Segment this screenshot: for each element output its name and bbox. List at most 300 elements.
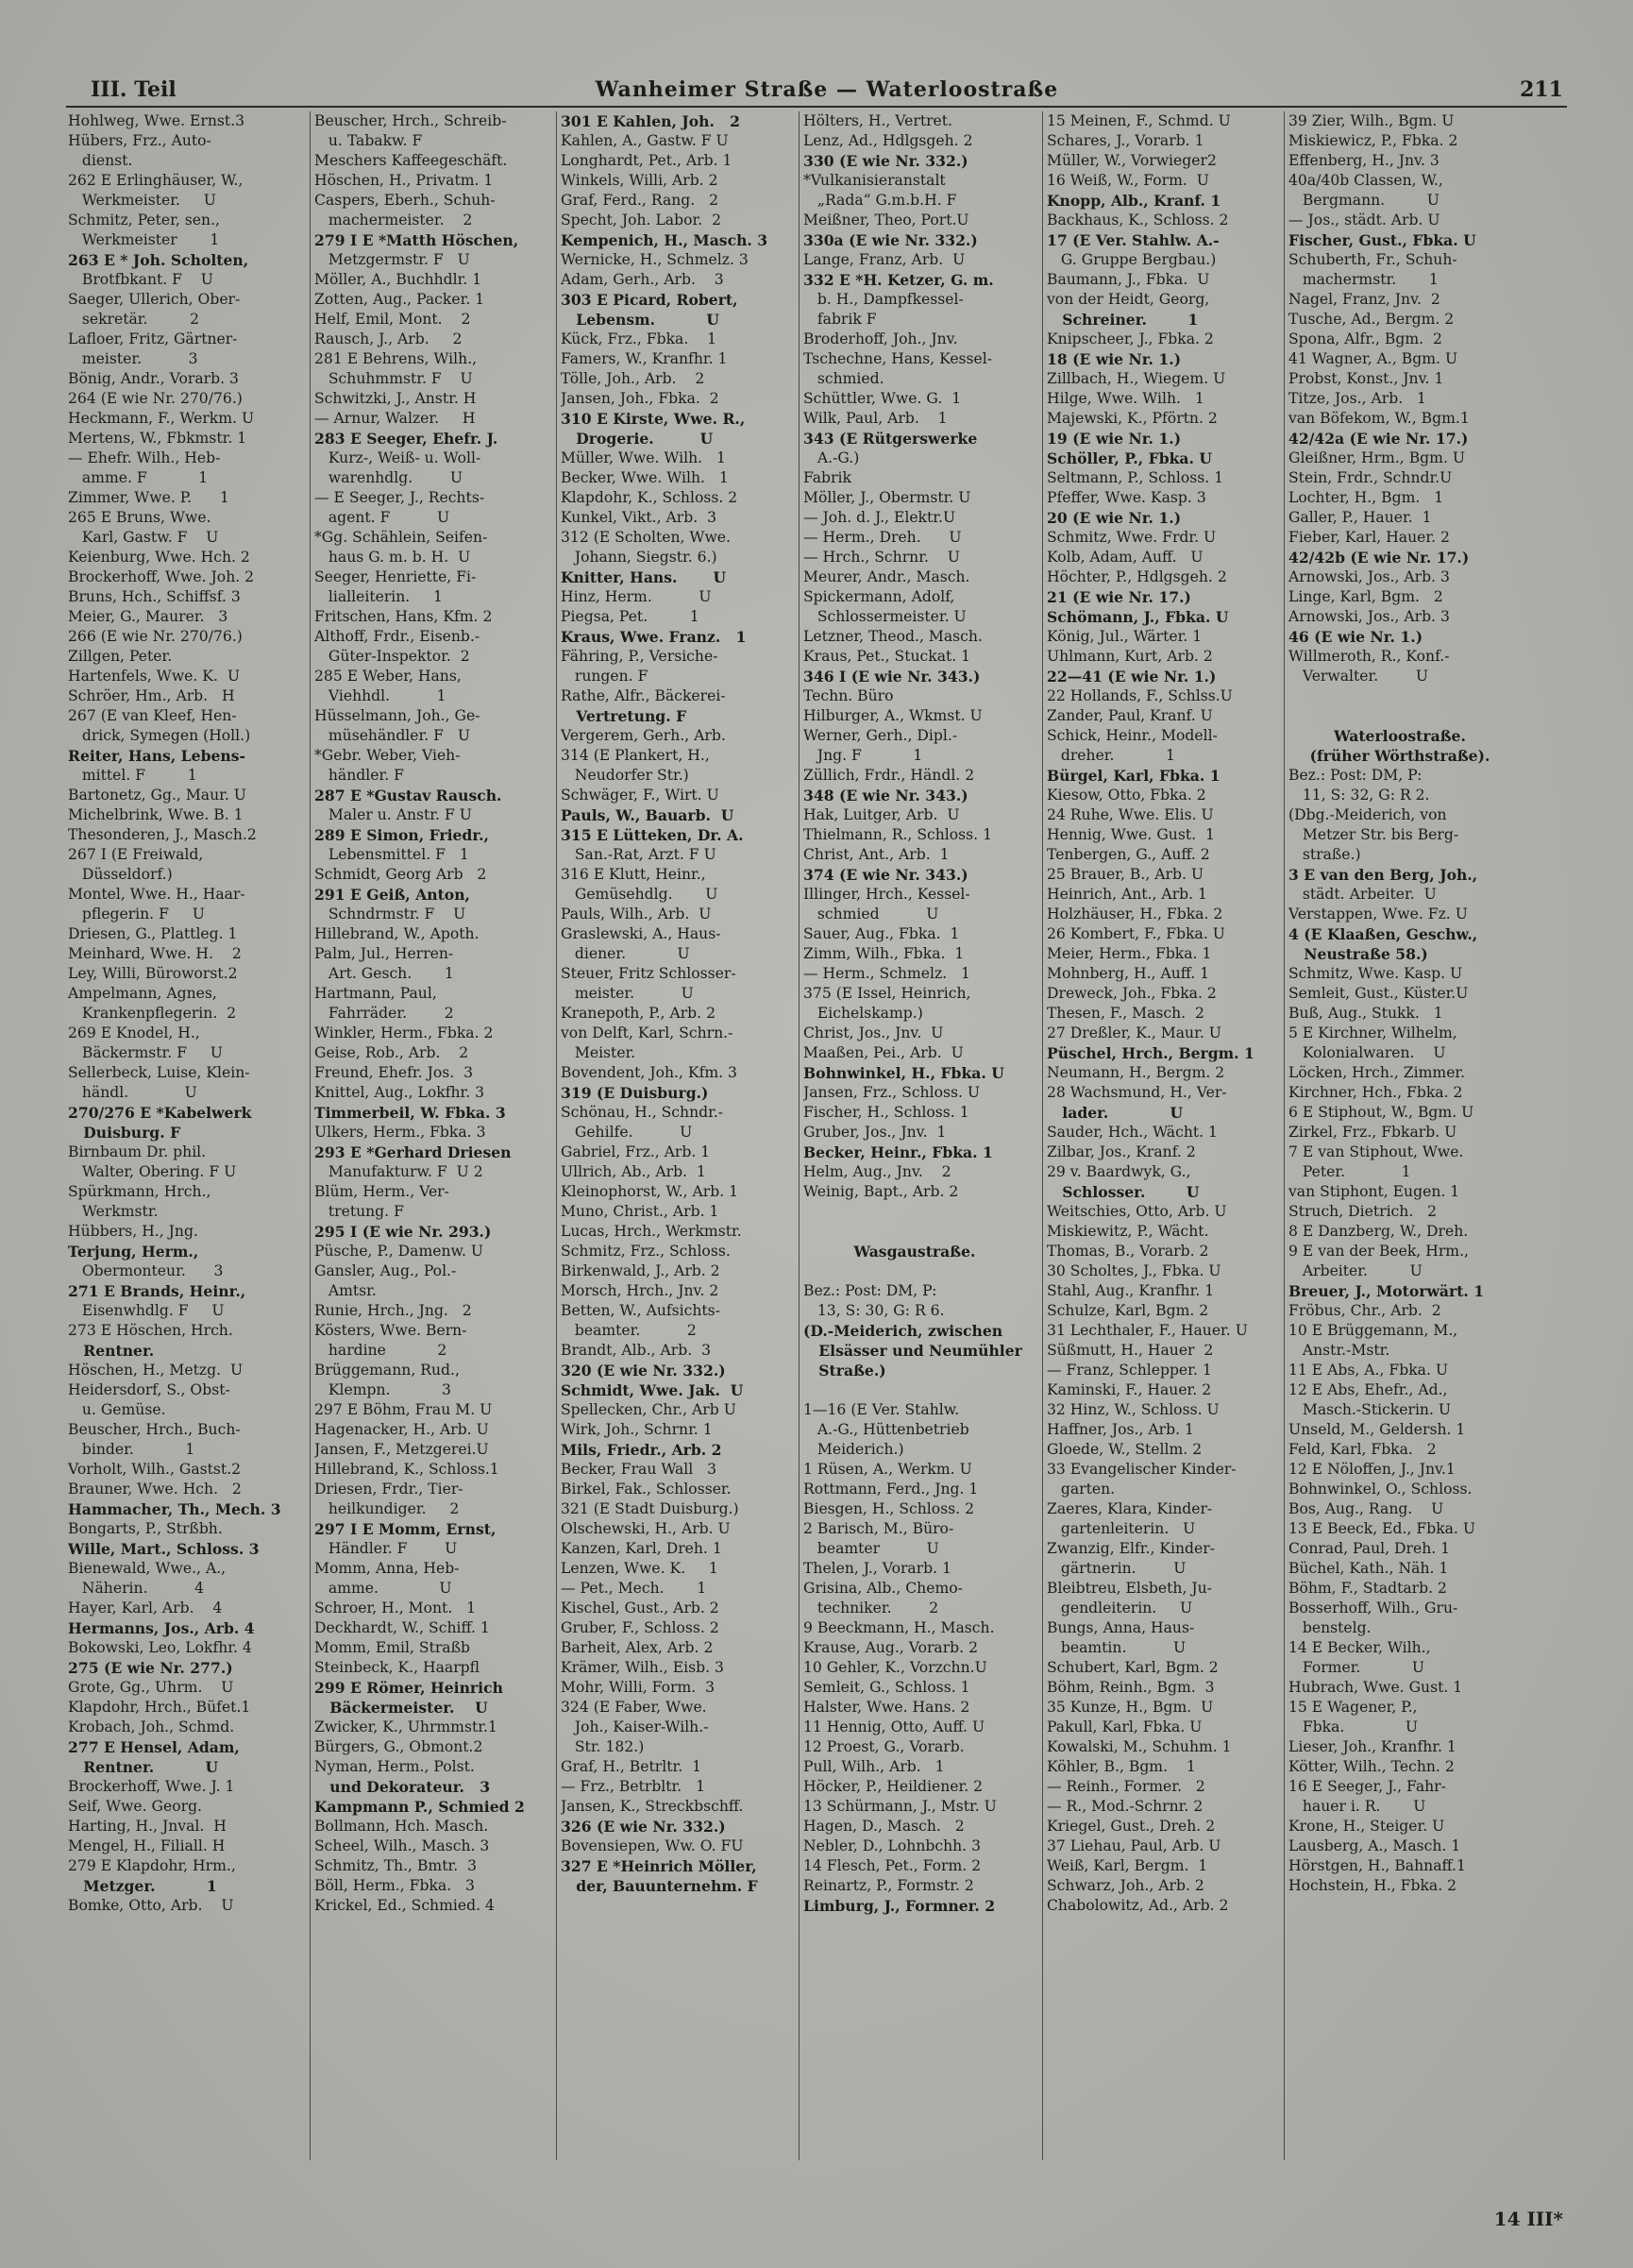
directory-entry: Seltmann, P., Schloss. 1 [1047, 469, 1224, 486]
directory-entry: Brotfbkant. F U [68, 271, 213, 288]
directory-entry: Barheit, Alex, Arb. 2 [561, 1639, 714, 1656]
directory-entry: 265 E Bruns, Wwe. [68, 509, 211, 526]
directory-entry: 46 (E wie Nr. 1.) [1288, 628, 1423, 646]
directory-entry: Schmitz, Wwe. Kasp. U [1288, 965, 1463, 982]
directory-entry: 295 I (E wie Nr. 293.) [314, 1223, 492, 1241]
directory-entry: amme. U [314, 1580, 452, 1597]
directory-entry: Höcker, P., Heildiener. 2 [803, 1778, 984, 1795]
directory-entry: Brauner, Wwe. Hch. 2 [68, 1481, 242, 1498]
directory-entry: Kraus, Pet., Stuckat. 1 [803, 648, 971, 665]
directory-entry: Muno, Christ., Arb. 1 [561, 1203, 719, 1220]
directory-entry: Näherin. 4 [68, 1580, 205, 1597]
directory-entry: Kösters, Wwe. Bern- [314, 1322, 467, 1339]
directory-entry: Gruber, Jos., Jnv. 1 [803, 1124, 947, 1141]
directory-entry: Scheel, Wilh., Masch. 3 [314, 1837, 490, 1854]
directory-entry: Püsche, P., Damenw. U [314, 1243, 484, 1260]
directory-entry: Kiesow, Otto, Fbka. 2 [1047, 787, 1206, 804]
directory-entry: Zimmer, Wwe. P. 1 [68, 489, 229, 506]
directory-entry: Bienewald, Wwe., A., [68, 1560, 227, 1577]
directory-entry: 270/276 E *Kabelwerk [68, 1104, 252, 1122]
directory-entry: Linge, Karl, Bgm. 2 [1288, 588, 1443, 605]
directory-entry: Fröbus, Chr., Arb. 2 [1288, 1302, 1441, 1319]
directory-entry: Knopp, Alb., Kranf. 1 [1047, 192, 1221, 210]
directory-entry: lader. U [1047, 1104, 1184, 1122]
directory-entry: Böhm, F., Stadtarb. 2 [1288, 1580, 1447, 1597]
directory-entry: Longhardt, Pet., Arb. 1 [561, 152, 732, 169]
directory-entry: Kraus, Wwe. Franz. 1 [561, 628, 747, 646]
directory-entry: Joh., Kaiser-Wilh.- [561, 1718, 709, 1735]
directory-entry: Schndrmstr. F U [314, 906, 466, 922]
directory-entry: benstelg. [1288, 1619, 1372, 1636]
directory-entry: 285 E Weber, Hans, [314, 668, 462, 685]
directory-entry: Bäckermstr. F U [68, 1044, 223, 1061]
directory-entry: 13, S: 30, G: R 6. [803, 1302, 945, 1319]
directory-entry: Meschers Kaffeegeschäft. [314, 152, 508, 169]
directory-entry: 30 Scholtes, J., Fbka. U [1047, 1262, 1221, 1279]
directory-entry: Bruns, Hch., Schiffsf. 3 [68, 588, 241, 605]
directory-entry: agent. F U [314, 509, 450, 526]
directory-entry: Böll, Herm., Fbka. 3 [314, 1877, 475, 1894]
directory-entry: 14 E Becker, Wilh., [1288, 1639, 1431, 1656]
directory-entry: müsehändler. F U [314, 727, 470, 744]
directory-entry: Meißner, Theo, Port.U [803, 212, 969, 228]
directory-entry: Backhaus, K., Schloss. 2 [1047, 212, 1229, 228]
directory-entry: Sauder, Hch., Wächt. 1 [1047, 1124, 1218, 1141]
directory-entry: fabrik F [803, 311, 877, 328]
directory-entry: Pakull, Karl, Fbka. U [1047, 1718, 1203, 1735]
directory-entry: Hübbers, H., Jng. [68, 1223, 198, 1240]
directory-entry: „Rada“ G.m.b.H. F [803, 192, 957, 209]
directory-entry: Sauer, Aug., Fbka. 1 [803, 925, 960, 942]
directory-entry: Rathe, Alfr., Bäckerei- [561, 687, 726, 704]
directory-entry: Elsässer und Neumühler [803, 1342, 1022, 1360]
directory-entry: Kampmann P., Schmied 2 [314, 1798, 525, 1816]
directory-entry: Bergmann. U [1288, 192, 1439, 209]
directory-entry: Tschechne, Hans, Kessel- [803, 350, 993, 367]
directory-entry: Fabrik [803, 469, 851, 486]
directory-entry: Bosserhoff, Wilh., Gru- [1288, 1599, 1458, 1616]
directory-entry: Schwarz, Joh., Arb. 2 [1047, 1877, 1204, 1894]
directory-entry: Blüm, Herm., Ver- [314, 1183, 449, 1200]
directory-entry: 269 E Knodel, H., [68, 1024, 200, 1041]
directory-entry: 13 Schürmann, J., Mstr. U [803, 1798, 997, 1815]
directory-entry: Saeger, Ullerich, Ober- [68, 291, 241, 308]
directory-entry: Kötter, Wilh., Techn. 2 [1288, 1758, 1455, 1775]
directory-entry: Karl, Gastw. F U [68, 529, 219, 546]
directory-entry: u. Tabakw. F [314, 132, 423, 149]
directory-entry: Fritschen, Hans, Kfm. 2 [314, 608, 493, 625]
directory-entry: Lebensm. U [561, 311, 719, 329]
directory-entry: — Arnur, Walzer. H [314, 410, 476, 427]
directory-entry: warenhdlg. U [314, 469, 463, 486]
directory-entry: Haffner, Jos., Arb. 1 [1047, 1421, 1194, 1438]
directory-entry: machermstr. 1 [1288, 271, 1439, 288]
directory-entry: Mohr, Willi, Form. 3 [561, 1679, 715, 1696]
directory-entry: — Frz., Betrbltr. 1 [561, 1778, 706, 1795]
directory-entry: 1 Rüsen, A., Werkm. U [803, 1461, 972, 1478]
directory-entry: Güter-Inspektor. 2 [314, 648, 470, 665]
directory-entry: Palm, Jul., Herren- [314, 945, 454, 962]
directory-entry: Schmitz, Wwe. Frdr. U [1047, 529, 1217, 546]
directory-entry: Kischel, Gust., Arb. 2 [561, 1599, 719, 1616]
directory-entry: Drogerie. U [561, 430, 714, 448]
directory-entry: Duisburg. F [68, 1124, 181, 1142]
directory-entry: Bohnwinkel, H., Fbka. U [803, 1064, 1004, 1082]
directory-entry: Fieber, Karl, Hauer. 2 [1288, 529, 1450, 546]
directory-entry: Schuhmmstr. F U [314, 370, 473, 387]
directory-entry: Becker, Wwe. Wilh. 1 [561, 469, 729, 486]
column-6 [1288, 111, 1511, 2189]
directory-entry: Bürgers, G., Obmont.2 [314, 1738, 483, 1755]
directory-entry: 324 (E Faber, Wwe. [561, 1699, 707, 1716]
directory-entry: 11 Hennig, Otto, Auff. U [803, 1718, 985, 1735]
directory-entry: Arnowski, Jos., Arb. 3 [1288, 608, 1450, 625]
column-1 [68, 111, 291, 2189]
directory-entry: 1—16 (E Ver. Stahlw. [803, 1401, 960, 1418]
directory-entry: 346 I (E wie Nr. 343.) [803, 668, 981, 685]
directory-entry: gendleiterin. U [1047, 1599, 1193, 1616]
column-2 [314, 111, 537, 2189]
directory-entry: und Dekorateur. 3 [314, 1778, 491, 1796]
directory-entry: Ullrich, Ab., Arb. 1 [561, 1163, 706, 1180]
directory-entry: Breuer, J., Motorwärt. 1 [1288, 1282, 1485, 1300]
directory-entry: Kempenich, H., Masch. 3 [561, 231, 768, 249]
directory-entry: Morsch, Hrch., Jnv. 2 [561, 1282, 719, 1299]
directory-entry: Schmitz, Th., Bmtr. 3 [314, 1857, 477, 1874]
directory-entry: amme. F 1 [68, 469, 209, 486]
directory-entry: 16 Weiß, W., Form. U [1047, 172, 1209, 189]
directory-entry: sekretär. 2 [68, 311, 200, 328]
directory-entry: Müller, W., Vorwieger2 [1047, 152, 1217, 169]
directory-entry: beamtin. U [1047, 1639, 1187, 1656]
directory-entry: — Jos., städt. Arb. U [1288, 212, 1440, 228]
directory-entry: Wilk, Paul, Arb. 1 [803, 410, 948, 427]
directory-entry: Viehhdl. 1 [314, 687, 446, 704]
directory-entry: Schmitz, Frz., Schloss. [561, 1243, 731, 1260]
directory-entry: Lenzen, Wwe. K. 1 [561, 1560, 718, 1577]
directory-entry: 8 E Danzberg, W., Dreh. [1288, 1223, 1469, 1240]
directory-entry: Tenbergen, G., Auff. 2 [1047, 846, 1210, 863]
directory-entry: Heinrich, Ant., Arb. 1 [1047, 886, 1207, 903]
directory-entry: Schmidt, Wwe. Jak. U [561, 1381, 744, 1399]
directory-entry: — E Seeger, J., Rechts- [314, 489, 485, 506]
directory-entry: Semleit, Gust., Küster.U [1288, 985, 1469, 1002]
directory-entry: Weinig, Bapt., Arb. 2 [803, 1183, 959, 1200]
directory-entry: 281 E Behrens, Wilh., [314, 350, 478, 367]
directory-entry: 267 (E van Kleef, Hen- [68, 707, 237, 724]
directory-entry: Driesen, Frdr., Tier- [314, 1481, 463, 1498]
directory-entry: Walter, Obering. F U [68, 1163, 237, 1180]
directory-entry: Unseld, M., Geldersh. 1 [1288, 1421, 1466, 1438]
directory-entry: 327 E *Heinrich Möller, [561, 1857, 757, 1875]
directory-entry: 12 E Nöloffen, J., Jnv.1 [1288, 1461, 1456, 1478]
directory-entry: 5 E Kirchner, Wilhelm, [1288, 1024, 1457, 1041]
directory-entry: 312 (E Scholten, Wwe. [561, 529, 731, 546]
directory-entry: Meister. [561, 1044, 636, 1061]
directory-entry: Gemüsehdlg. U [561, 886, 718, 903]
directory-entry: Püschel, Hrch., Bergm. 1 [1047, 1044, 1254, 1062]
column-divider [310, 111, 311, 2160]
directory-entry: Gehilfe. U [561, 1124, 693, 1141]
directory-entry: 42/42a (E wie Nr. 17.) [1288, 430, 1469, 448]
directory-entry: Hochstein, H., Fbka. 2 [1288, 1877, 1457, 1894]
directory-entry: Halster, Wwe. Hans. 2 [803, 1699, 970, 1716]
directory-entry: Mertens, W., Fbkmstr. 1 [68, 430, 247, 447]
directory-entry: 287 E *Gustav Rausch. [314, 787, 502, 804]
directory-entry: Brockerhoff, Wwe. J. 1 [68, 1778, 235, 1795]
directory-entry: Kurz-, Weiß- u. Woll- [314, 449, 481, 466]
directory-entry: Lausberg, A., Masch. 1 [1288, 1837, 1461, 1854]
part-label: III. Teil [91, 77, 177, 102]
directory-entry: (früher Wörthstraße). [1309, 747, 1490, 765]
directory-entry: gärtnerin. U [1047, 1560, 1187, 1577]
directory-entry: von der Heidt, Georg, [1047, 291, 1210, 308]
directory-entry: Möller, A., Buchhdlr. 1 [314, 271, 482, 288]
directory-entry: Momm, Anna, Heb- [314, 1560, 460, 1577]
directory-entry: 321 (E Stadt Duisburg.) [561, 1500, 739, 1517]
directory-entry: Mils, Friedr., Arb. 2 [561, 1441, 722, 1459]
directory-entry: Jansen, Frz., Schloss. U [803, 1084, 981, 1101]
directory-entry: Probst, Konst., Jnv. 1 [1288, 370, 1444, 387]
directory-entry: Adam, Gerh., Arb. 3 [561, 271, 724, 288]
directory-entry: Seif, Wwe. Georg. [68, 1798, 203, 1815]
directory-entry: 20 (E wie Nr. 1.) [1047, 509, 1182, 527]
directory-entry: Schröer, Hm., Arb. H [68, 687, 235, 704]
directory-entry: Miskiewicz, P., Fbka. 2 [1288, 132, 1458, 149]
directory-entry: 13 E Beeck, Ed., Fbka. U [1288, 1520, 1475, 1537]
directory-entry: Weiß, Karl, Bergm. 1 [1047, 1857, 1208, 1874]
directory-entry: Bartonetz, Gg., Maur. U [68, 787, 246, 804]
directory-entry: 35 Kunze, H., Bgm. U [1047, 1699, 1214, 1716]
directory-entry: Illinger, Hrch., Kessel- [803, 886, 970, 903]
directory-entry: Klapdohr, Hrch., Büfet.1 [68, 1699, 251, 1716]
directory-entry: 316 E Klutt, Heinr., [561, 866, 706, 883]
directory-entry: hauer i. R. U [1288, 1798, 1426, 1815]
directory-entry: Willmeroth, R., Konf.- [1288, 648, 1450, 665]
directory-entry: Michelbrink, Wwe. B. 1 [68, 806, 244, 823]
directory-entry: Hagenacker, H., Arb. U [314, 1421, 489, 1438]
directory-entry: 4 (E Klaaßen, Geschw., [1288, 925, 1478, 943]
directory-entry: Techn. Büro [803, 687, 894, 704]
directory-entry: Bos, Aug., Rang. U [1288, 1500, 1444, 1517]
directory-entry: 41 Wagner, A., Bgm. U [1288, 350, 1458, 367]
directory-entry: Famers, W., Kranfhr. 1 [561, 350, 728, 367]
directory-entry: Momm, Emil, Straßb [314, 1639, 470, 1656]
directory-entry: Hübers, Frz., Auto- [68, 132, 211, 149]
directory-entry: pflegerin. F U [68, 906, 205, 922]
directory-entry: Baumann, J., Fbka. U [1047, 271, 1210, 288]
directory-entry: Seeger, Henriette, Fi- [314, 568, 477, 585]
directory-entry: Dreweck, Joh., Fbka. 2 [1047, 985, 1217, 1002]
directory-entry: 11 E Abs, A., Fbka. U [1288, 1362, 1449, 1379]
directory-entry: 264 (E wie Nr. 270/76.) [68, 390, 243, 407]
directory-entry: 39 Zier, Wilh., Bgm. U [1288, 112, 1455, 129]
directory-entry: Zilbar, Jos., Kranf. 2 [1047, 1143, 1196, 1160]
directory-entry: Zotten, Aug., Packer. 1 [314, 291, 485, 308]
directory-entry: 297 I E Momm, Ernst, [314, 1520, 497, 1538]
directory-entry: Schmitz, Peter, sen., [68, 212, 220, 228]
directory-entry: Lieser, Joh., Kranfhr. 1 [1288, 1738, 1456, 1755]
directory-entry: (D.-Meiderich, zwischen [803, 1322, 1003, 1340]
directory-entry: Rottmann, Ferd., Jng. 1 [803, 1481, 979, 1498]
directory-entry: 279 E Klapdohr, Hrm., [68, 1857, 236, 1874]
directory-entry: 11, S: 32, G: R 2. [1288, 787, 1430, 804]
directory-entry: Limburg, J., Formner. 2 [803, 1897, 996, 1915]
directory-entry: Lebensmittel. F 1 [314, 846, 469, 863]
directory-entry: Birkel, Fak., Schlosser. [561, 1481, 732, 1498]
directory-entry: Knittel, Aug., Lokfhr. 3 [314, 1084, 485, 1101]
directory-entry: Jansen, Joh., Fbka. 2 [561, 390, 719, 407]
directory-entry: 275 (E wie Nr. 277.) [68, 1659, 233, 1677]
column-5 [1047, 111, 1270, 2189]
directory-entry: Letzner, Theod., Masch. [803, 628, 983, 645]
directory-entry: gartenleiterin. U [1047, 1520, 1196, 1537]
directory-entry: Knitter, Hans. U [561, 568, 727, 586]
directory-entry: Bollmann, Hch. Masch. [314, 1818, 489, 1835]
directory-entry: mittel. F 1 [68, 767, 197, 784]
directory-entry: Kanzen, Karl, Dreh. 1 [561, 1540, 722, 1557]
directory-entry: Jansen, F., Metzgerei.U [314, 1441, 489, 1458]
directory-entry: Krankenpflegerin. 2 [68, 1005, 237, 1022]
directory-entry: Jansen, K., Streckbschff. [561, 1798, 744, 1815]
directory-entry: Bovendent, Joh., Kfm. 3 [561, 1064, 737, 1081]
directory-entry: Fbka. U [1288, 1718, 1418, 1735]
directory-entry: u. Gemüse. [68, 1401, 166, 1418]
directory-entry: Zwanzig, Elfr., Kinder- [1047, 1540, 1215, 1557]
directory-entry: Schlosser. U [1047, 1183, 1200, 1201]
directory-entry: Biesgen, H., Schloss. 2 [803, 1500, 974, 1517]
directory-entry: Metzger. 1 [68, 1877, 217, 1895]
directory-entry: Semleit, G., Schloss. 1 [803, 1679, 970, 1696]
column-divider [1042, 111, 1043, 2160]
directory-entry: Hagen, D., Masch. 2 [803, 1818, 965, 1835]
directory-entry: Brockerhoff, Wwe. Joh. 2 [68, 568, 255, 585]
column-divider [556, 111, 557, 2160]
directory-entry: Meurer, Andr., Masch. [803, 568, 970, 585]
directory-entry: Kriegel, Gust., Dreh. 2 [1047, 1818, 1216, 1835]
directory-entry: — Hrch., Schrnr. U [803, 549, 960, 566]
directory-entry: Eichelskamp.) [803, 1005, 923, 1022]
directory-entry: Schönau, H., Schndr.- [561, 1104, 724, 1121]
page-title: Wanheimer Straße — Waterloostraße [595, 77, 1059, 102]
directory-entry: Wasgaustraße. [853, 1243, 976, 1261]
directory-entry: Buß, Aug., Stukk. 1 [1288, 1005, 1443, 1022]
directory-entry: 289 E Simon, Friedr., [314, 826, 489, 844]
directory-entry: Gloede, W., Stellm. 2 [1047, 1441, 1203, 1458]
directory-entry: — Pet., Mech. 1 [561, 1580, 707, 1597]
directory-entry: Hammacher, Th., Mech. 3 [68, 1500, 281, 1518]
directory-entry: Bönig, Andr., Vorarb. 3 [68, 370, 239, 387]
directory-entry: 375 (E Issel, Heinrich, [803, 985, 971, 1002]
directory-entry: lialleiterin. 1 [314, 588, 443, 605]
page-header [91, 77, 1563, 106]
directory-entry: — R., Mod.-Schrnr. 2 [1047, 1798, 1204, 1815]
directory-entry: 22—41 (E wie Nr. 1.) [1047, 668, 1217, 685]
directory-entry: Str. 182.) [561, 1738, 645, 1755]
directory-entry: Birnbaum Dr. phil. [68, 1143, 207, 1160]
directory-entry: Althoff, Frdr., Eisenb.- [314, 628, 480, 645]
directory-entry: Hayer, Karl, Arb. 4 [68, 1599, 223, 1616]
directory-entry: Christ, Ant., Arb. 1 [803, 846, 950, 863]
directory-entry: Kück, Frz., Fbka. 1 [561, 330, 717, 347]
directory-entry: Maler u. Anstr. F U [314, 806, 472, 823]
directory-entry: Bohnwinkel, O., Schloss. [1288, 1481, 1473, 1498]
directory-entry: Reiter, Hans, Lebens- [68, 747, 245, 765]
directory-entry: *Vulkanisieranstalt [803, 172, 946, 189]
directory-entry: Kolb, Adam, Auff. U [1047, 549, 1204, 566]
directory-entry: Werner, Gerh., Dipl.- [803, 727, 958, 744]
directory-entry: Meier, G., Maurer. 3 [68, 608, 228, 625]
directory-entry: 27 Dreßler, K., Maur. U [1047, 1024, 1221, 1041]
directory-entry: Pfeffer, Wwe. Kasp. 3 [1047, 489, 1206, 506]
directory-entry: — Joh. d. J., Elektr.U [803, 509, 956, 526]
directory-entry: 9 Beeckmann, H., Masch. [803, 1619, 995, 1636]
directory-entry: Zwicker, K., Uhrmmstr.1 [314, 1718, 497, 1735]
directory-entry: 348 (E wie Nr. 343.) [803, 787, 968, 804]
directory-entry: der, Bauunternehm. F [561, 1877, 758, 1895]
directory-entry: Wernicke, H., Schmelz. 3 [561, 251, 749, 268]
directory-entry: Majewski, K., Pförtn. 2 [1047, 410, 1218, 427]
directory-entry: Mohnberg, H., Auff. 1 [1047, 965, 1210, 982]
directory-entry: 24 Ruhe, Wwe. Elis. U [1047, 806, 1214, 823]
directory-entry: 3 E van den Berg, Joh., [1288, 866, 1478, 884]
directory-entry: 319 (E Duisburg.) [561, 1084, 709, 1102]
directory-entry: Tölle, Joh., Arb. 2 [561, 370, 705, 387]
directory-entry: Jng. F 1 [803, 747, 923, 764]
column-divider [799, 111, 800, 2160]
directory-entry [803, 1222, 1026, 1242]
directory-entry: Lochter, H., Bgm. 1 [1288, 489, 1444, 506]
directory-entry: Grisina, Alb., Chemo- [803, 1580, 963, 1597]
directory-entry: Kahlen, A., Gastw. F U [561, 132, 729, 149]
directory-entry: meister. U [561, 985, 694, 1002]
directory-entry: 21 (E wie Nr. 17.) [1047, 588, 1191, 606]
directory-entry: Bungs, Anna, Haus- [1047, 1619, 1195, 1636]
directory-entry: Obermonteur. 3 [68, 1262, 224, 1279]
directory-entry: Pauls, Wilh., Arb. U [561, 906, 712, 922]
directory-entry: Eisenwhdlg. F U [68, 1302, 225, 1319]
directory-entry: Krause, Aug., Vorarb. 2 [803, 1639, 978, 1656]
directory-entry: straße.) [1288, 846, 1361, 863]
directory-entry: Specht, Joh. Labor. 2 [561, 212, 722, 228]
directory-entry: Olschewski, H., Arb. U [561, 1520, 731, 1537]
directory-entry: Nebler, D., Lohnbchh. 3 [803, 1837, 982, 1854]
directory-entry: Knipscheer, J., Fbka. 2 [1047, 330, 1214, 347]
directory-entry: Brandt, Alb., Arb. 3 [561, 1342, 712, 1359]
directory-entry: Meier, Herm., Fbka. 1 [1047, 945, 1212, 962]
directory-entry: Titze, Jos., Arb. 1 [1288, 390, 1426, 407]
directory-entry: Piegsa, Pet. 1 [561, 608, 699, 625]
directory-entry: 343 (E Rütgerswerke [803, 430, 978, 448]
directory-entry: G. Gruppe Bergbau.) [1047, 251, 1217, 268]
directory-entry: Tusche, Ad., Bergm. 2 [1288, 311, 1455, 328]
directory-entry: Schulze, Karl, Bgm. 2 [1047, 1302, 1209, 1319]
directory-entry: b. H., Dampfkessel- [803, 291, 964, 308]
directory-entry: Thesonderen, J., Masch.2 [68, 826, 257, 843]
directory-entry: 19 (E wie Nr. 1.) [1047, 430, 1182, 448]
directory-entry: Schares, J., Vorarb. 1 [1047, 132, 1204, 149]
directory-entry: Keienburg, Wwe. Hch. 2 [68, 549, 250, 566]
directory-entry: Gleißner, Hrm., Bgm. U [1288, 449, 1465, 466]
directory-entry: Conrad, Paul, Dreh. 1 [1288, 1540, 1451, 1557]
directory-entry: Hüsselmann, Joh., Ge- [314, 707, 480, 724]
directory-entry: Sellerbeck, Luise, Klein- [68, 1064, 250, 1081]
column-4 [803, 111, 1026, 2189]
directory-entry: A.-G.) [803, 449, 860, 466]
directory-entry: Bomke, Otto, Arb. U [68, 1897, 234, 1914]
directory-entry: Büchel, Kath., Näh. 1 [1288, 1560, 1449, 1577]
directory-entry: 330 (E wie Nr. 332.) [803, 152, 968, 170]
